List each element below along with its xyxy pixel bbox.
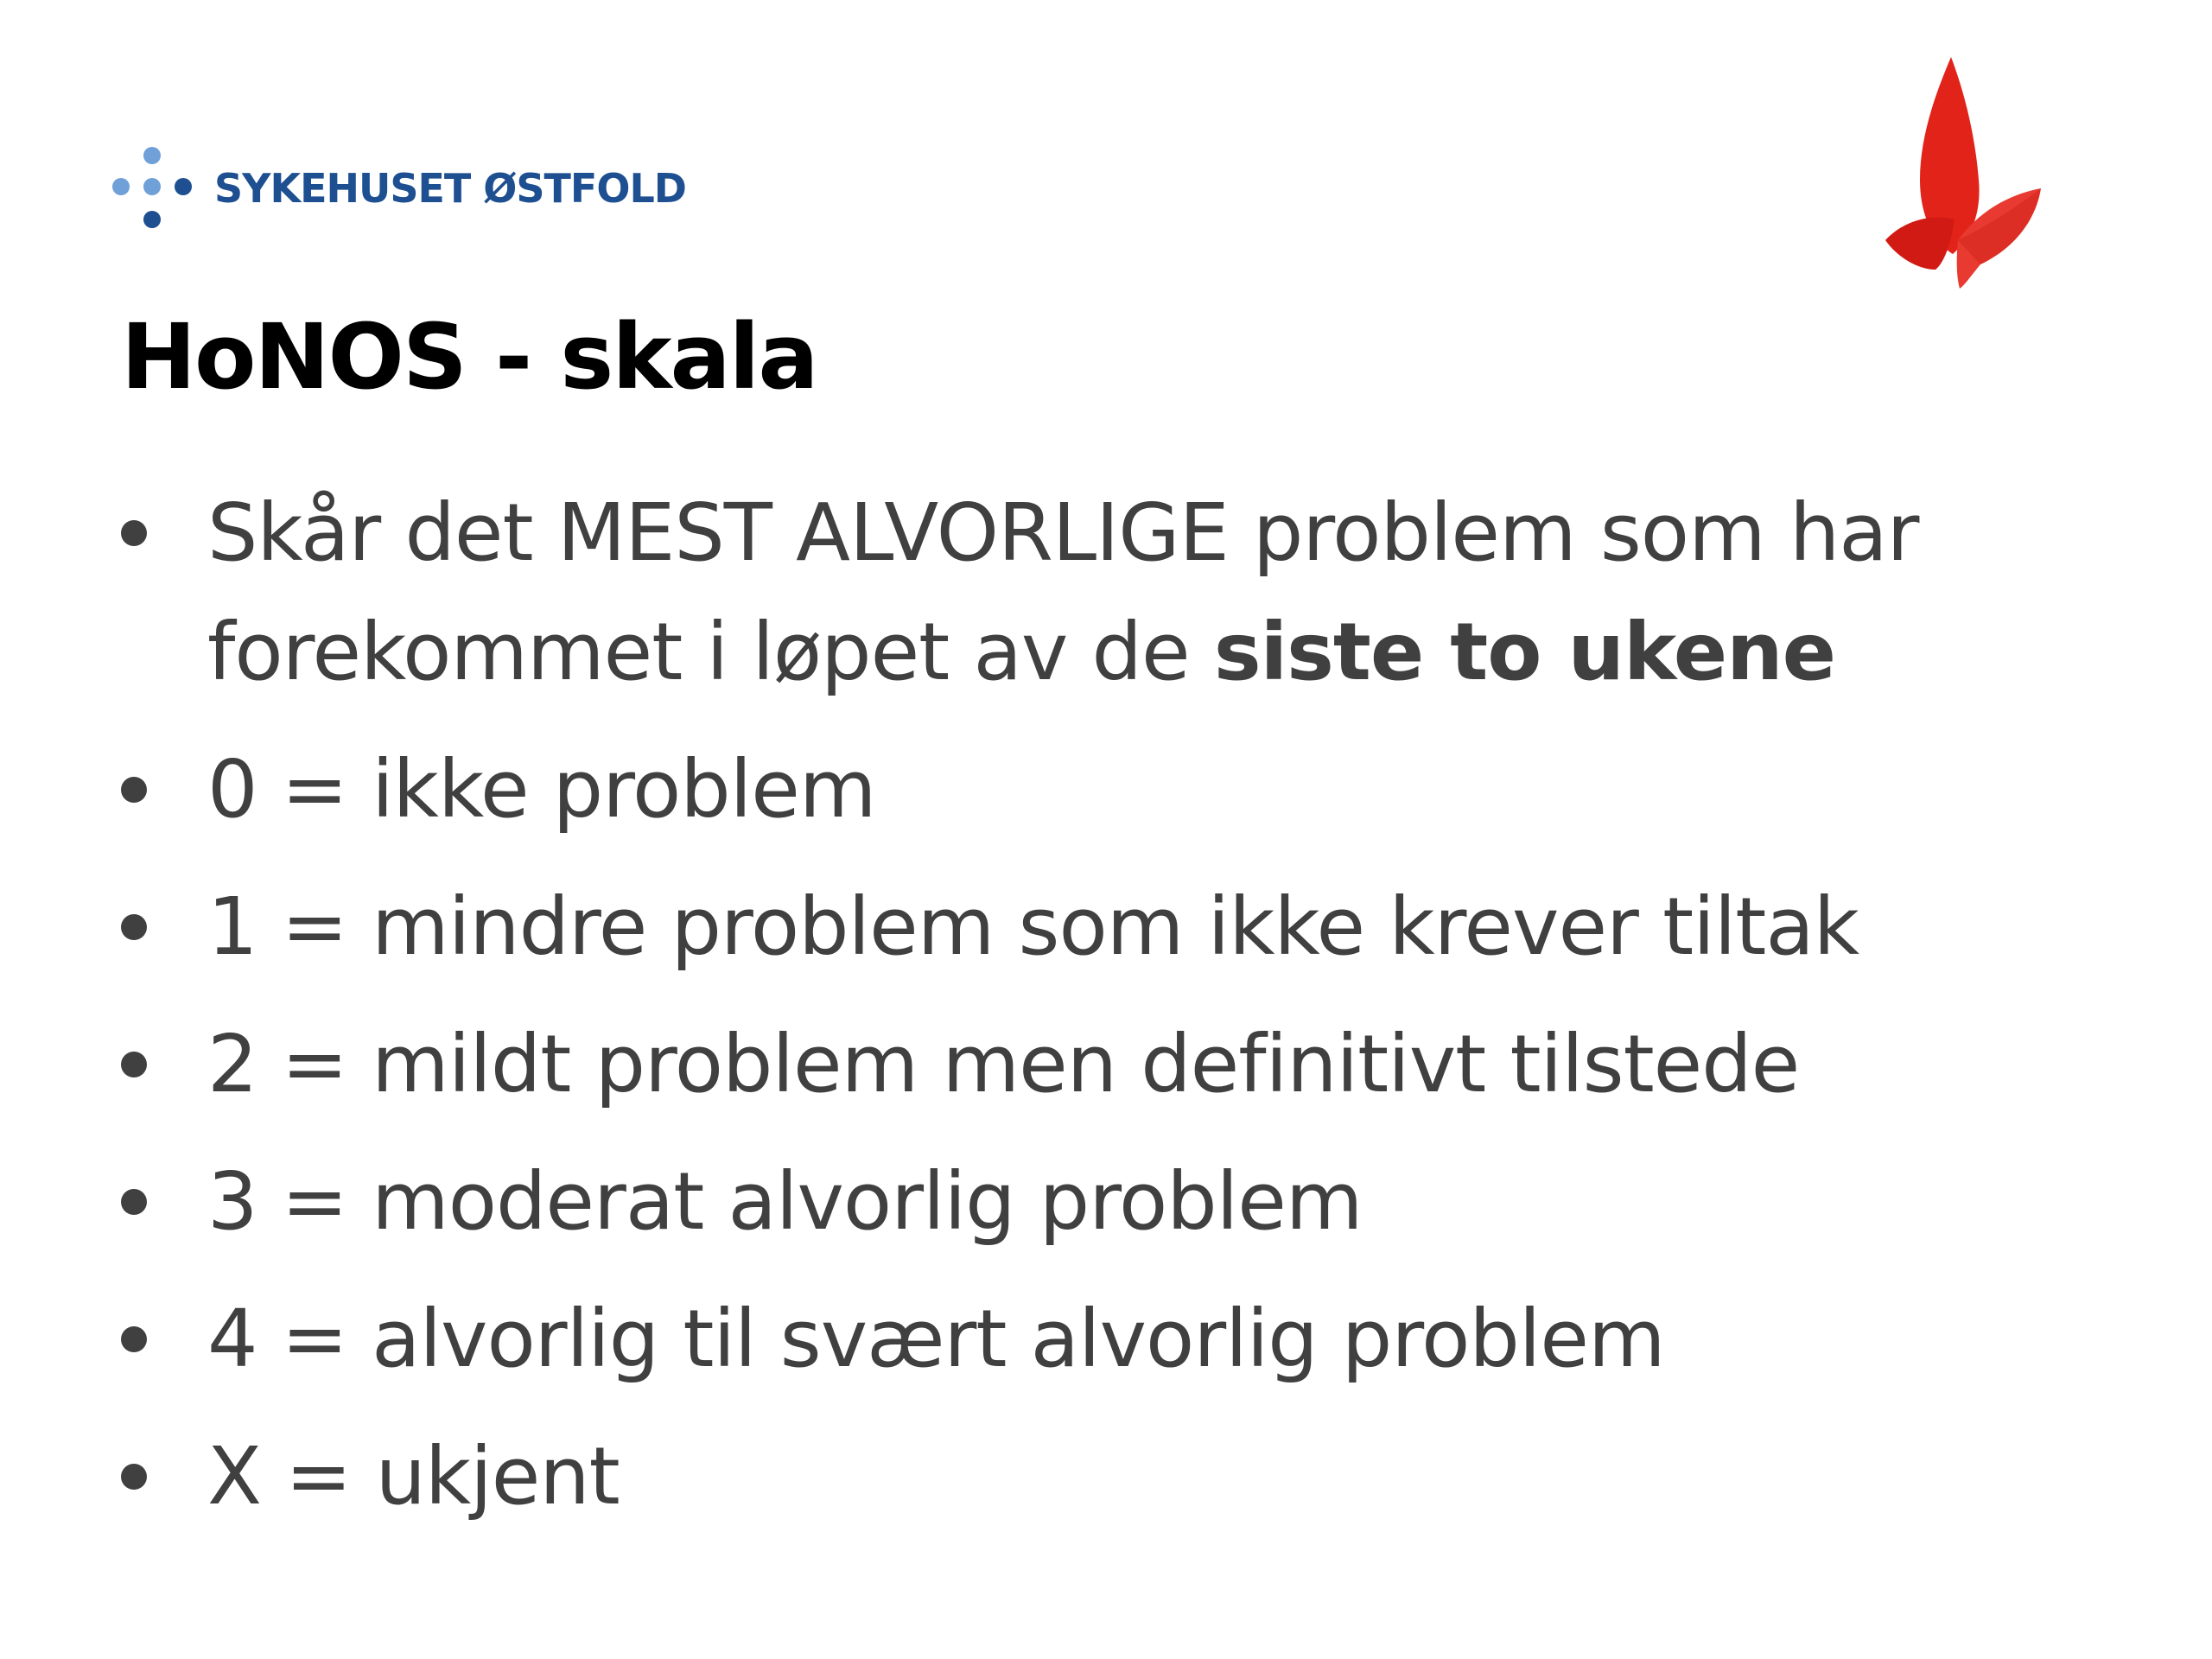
logo-text: SYKEHUSET ØSTFOLD bbox=[214, 165, 686, 212]
bullet-dot-icon bbox=[121, 1326, 147, 1352]
bullet-6-text: 4 = alvorlig til svært alvorlig problem bbox=[207, 1293, 1665, 1385]
bullet-dot-icon bbox=[121, 1189, 147, 1215]
logo-dots-icon bbox=[111, 145, 194, 232]
bullet-1-bold-text: siste to ukene bbox=[1213, 606, 1835, 698]
bullet-2-text: 0 = ikke problem bbox=[207, 743, 876, 836]
hospital-logo bbox=[111, 145, 686, 232]
slide-title: HoNOS - skala bbox=[121, 304, 817, 410]
emblem-icon bbox=[1875, 50, 2048, 292]
bullet-item-5 bbox=[121, 1142, 2108, 1262]
bullet-dot-icon bbox=[121, 1052, 147, 1077]
bullet-dot-icon bbox=[121, 1464, 147, 1490]
bullet-4-text: 2 = mildt problem men definitivt tilstede bbox=[207, 1018, 1800, 1110]
bullet-item-7 bbox=[121, 1417, 2108, 1536]
bullet-item-3 bbox=[121, 868, 2108, 987]
bullet-item-6 bbox=[121, 1280, 2108, 1399]
bullet-item-4 bbox=[121, 1005, 2108, 1124]
bullet-item-1 bbox=[121, 474, 2108, 712]
bullet-dot-icon bbox=[121, 777, 147, 803]
bullet-dot-icon bbox=[121, 520, 147, 546]
bullet-3-text: 1 = mindre problem som ikke krever tiltak bbox=[207, 880, 1859, 973]
bullet-1-plain-text: forekommet i løpet av de bbox=[207, 606, 1214, 698]
bullet-dot-icon bbox=[121, 914, 147, 940]
bullet-5-text: 3 = moderat alvorlig problem bbox=[207, 1155, 1363, 1248]
bullet-7-text: X = ukjent bbox=[207, 1430, 620, 1522]
bullet-1-line-1: Skår det MEST ALVORLIGE problem som har bbox=[207, 486, 1919, 579]
bullet-list bbox=[121, 474, 2108, 1554]
bullet-item-2 bbox=[121, 730, 2108, 849]
bullet-1-line-2 bbox=[207, 593, 2108, 712]
